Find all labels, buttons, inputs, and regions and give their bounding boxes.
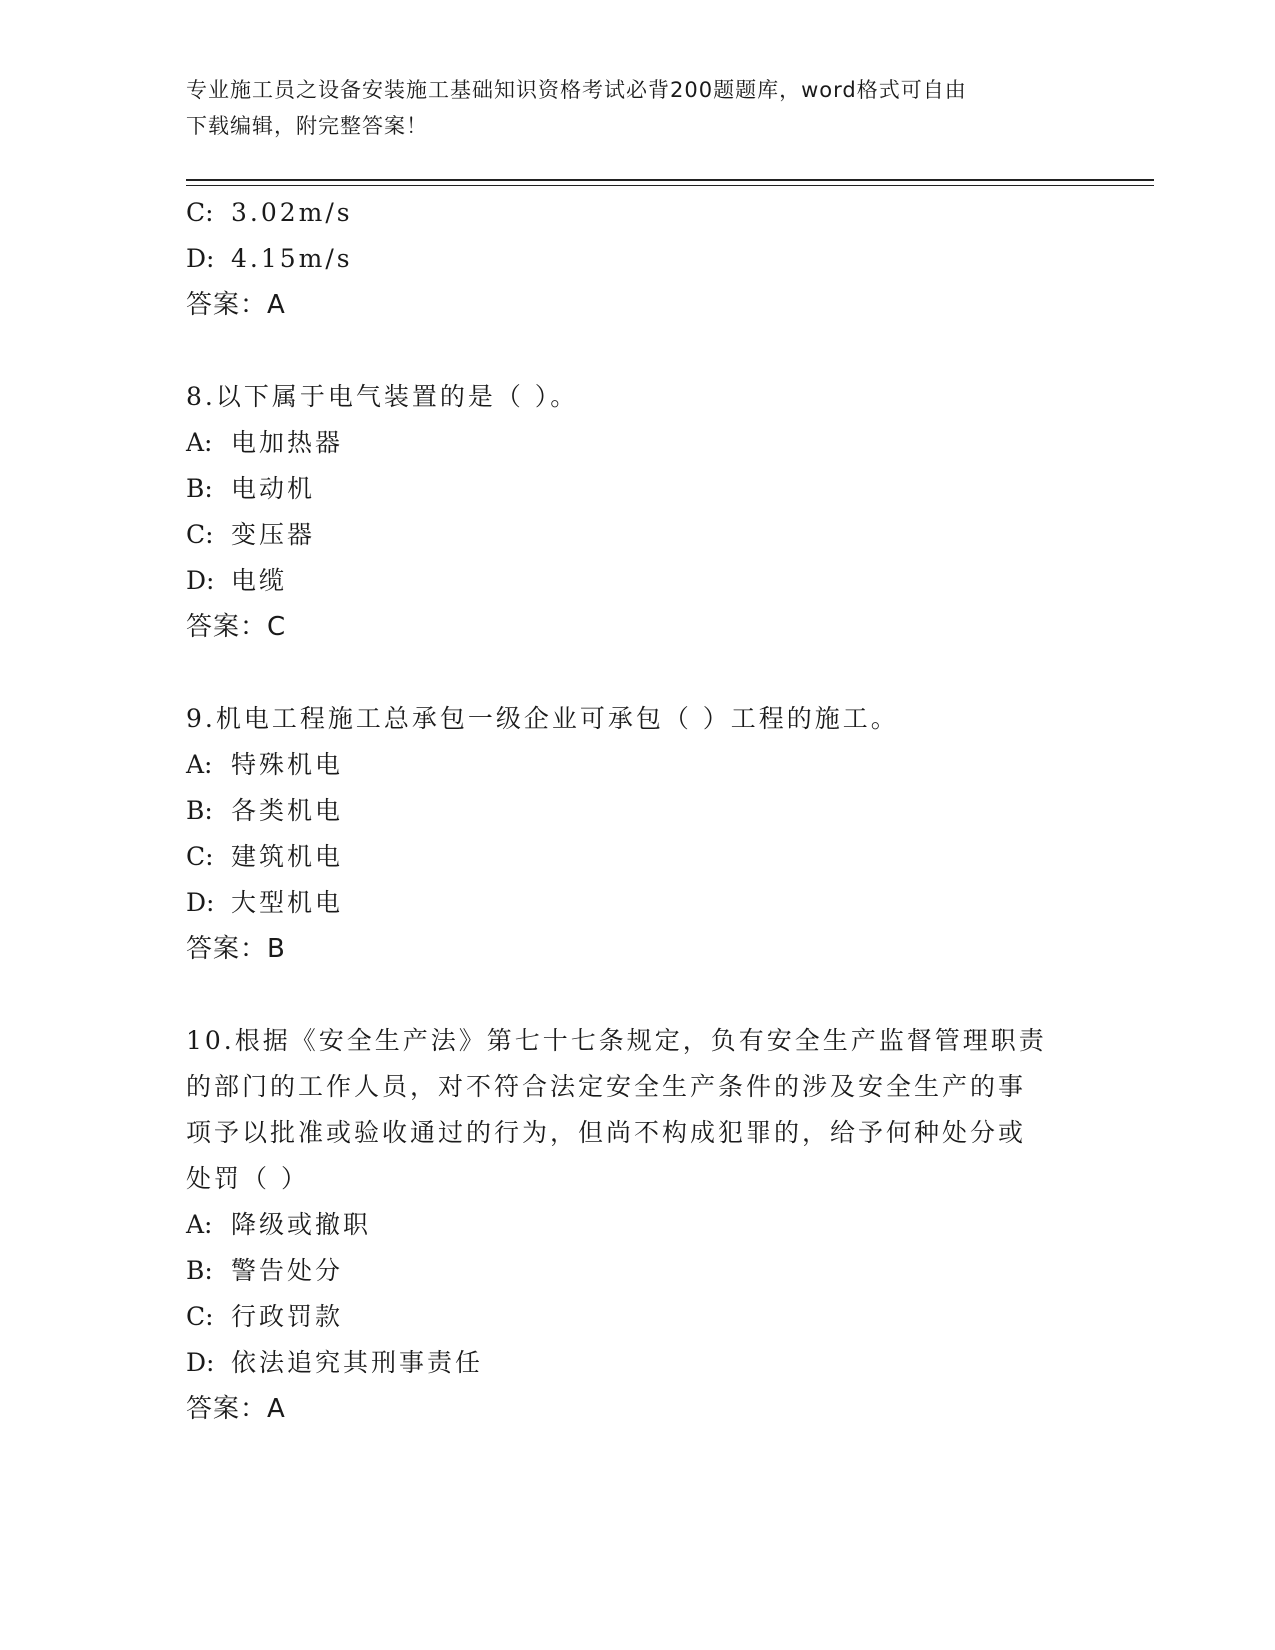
option-b	[186, 466, 1086, 512]
option-d	[186, 558, 1086, 604]
answer-line: 答案：A	[186, 1394, 286, 1424]
option-a	[186, 1202, 1086, 1248]
option-a	[186, 420, 1086, 466]
option-label: C:	[186, 520, 214, 549]
option-label: A:	[186, 750, 213, 779]
answer-line: 答案：C	[186, 612, 287, 642]
question-stem-line-4: 处罚（ ）	[186, 1164, 309, 1193]
option-label: D:	[186, 566, 215, 595]
option-b	[186, 1248, 1086, 1294]
option-c	[186, 512, 1086, 558]
header-line-2: 下载编辑，附完整答案！	[186, 114, 428, 138]
option-text: 电动机	[231, 474, 316, 503]
option-text: 建筑机电	[231, 842, 344, 871]
document-header	[186, 72, 1086, 144]
option-label: B:	[186, 474, 213, 503]
option-text: 电缆	[231, 566, 288, 595]
option-text: 4.15m/s	[231, 244, 353, 273]
option-label: C:	[186, 842, 214, 871]
option-c	[186, 1294, 1086, 1340]
option-d	[186, 236, 1086, 282]
option-text: 变压器	[231, 520, 316, 549]
option-text: 特殊机电	[231, 750, 344, 779]
option-label: C:	[186, 198, 214, 227]
option-text: 3.02m/s	[231, 198, 353, 227]
option-a	[186, 742, 1086, 788]
header-rule-thick	[186, 179, 1154, 181]
header-rule-thin	[186, 185, 1154, 186]
option-text: 降级或撤职	[231, 1210, 372, 1239]
question-8	[186, 374, 1086, 650]
question-9	[186, 696, 1086, 972]
option-label: D:	[186, 244, 215, 273]
option-c	[186, 834, 1086, 880]
option-text: 大型机电	[231, 888, 344, 917]
option-text: 警告处分	[231, 1256, 344, 1285]
option-label: D:	[186, 1348, 215, 1377]
option-text: 行政罚款	[231, 1302, 344, 1331]
option-label: A:	[186, 1210, 213, 1239]
option-label: A:	[186, 428, 213, 457]
option-b	[186, 788, 1086, 834]
option-label: D:	[186, 888, 215, 917]
option-label: B:	[186, 796, 213, 825]
previous-question-tail	[186, 190, 1086, 328]
question-list	[186, 190, 1086, 1432]
question-stem: 9.机电工程施工总承包一级企业可承包（ ）工程的施工。	[186, 704, 899, 733]
answer-line: 答案：A	[186, 290, 286, 320]
question-stem-line-2: 的部门的工作人员，对不符合法定安全生产条件的涉及安全生产的事	[186, 1072, 1027, 1101]
question-10	[186, 1018, 1086, 1432]
option-d	[186, 1340, 1086, 1386]
option-text: 各类机电	[231, 796, 344, 825]
option-c	[186, 190, 1086, 236]
question-stem: 8.以下属于电气装置的是（ ）。	[186, 382, 579, 411]
option-label: C:	[186, 1302, 214, 1331]
answer-line: 答案：B	[186, 934, 286, 964]
option-d	[186, 880, 1086, 926]
question-stem-line-1: 10.根据《安全生产法》第七十七条规定，负有安全生产监督管理职责	[186, 1026, 1047, 1055]
question-stem-line-3: 项予以批准或验收通过的行为，但尚不构成犯罪的，给予何种处分或	[186, 1118, 1027, 1147]
option-text: 依法追究其刑事责任	[231, 1348, 484, 1377]
option-text: 电加热器	[231, 428, 344, 457]
header-line-1: 专业施工员之设备安装施工基础知识资格考试必背200题题库，word格式可自由	[186, 78, 967, 102]
option-label: B:	[186, 1256, 213, 1285]
